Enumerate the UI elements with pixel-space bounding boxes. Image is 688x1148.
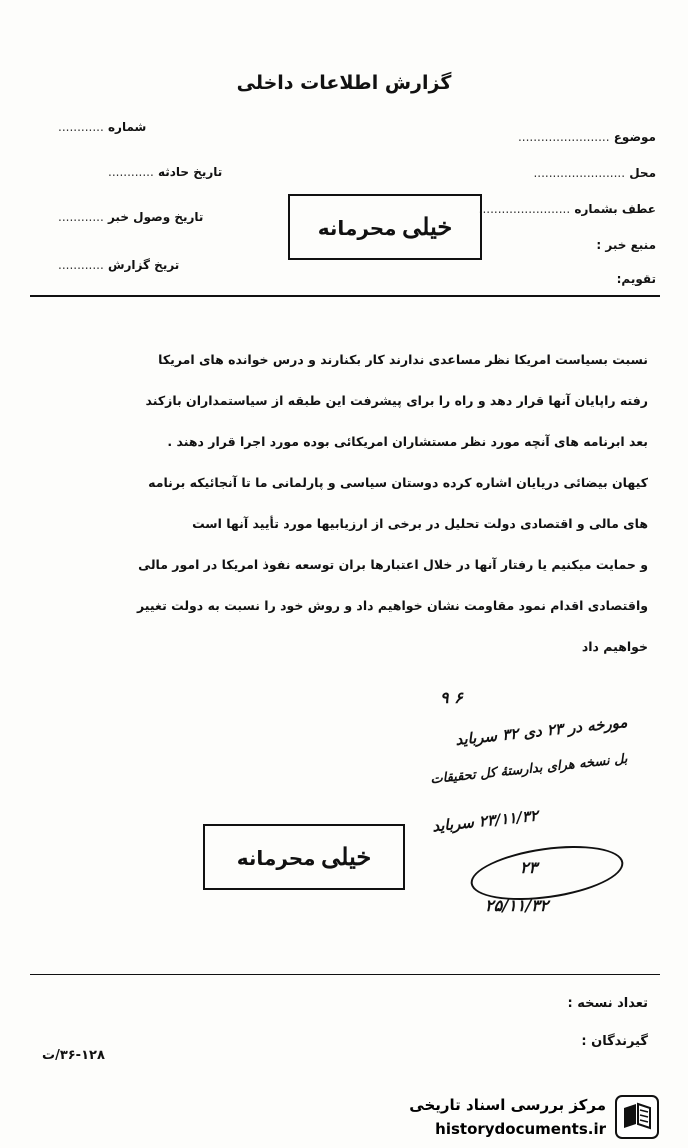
incident-date-label: تاریخ حادثه <box>157 165 223 179</box>
body-line: بعد ابرنامه های آنچه مورد نظر مستشاران امریکائی بوده مورد اجرا قرار دهند . <box>167 434 648 449</box>
source-field <box>596 238 656 252</box>
handwritten-note-line: بل نسخه هرای بدارستهٔ کل تحقیقات <box>429 751 629 788</box>
subject-dots: ........................ <box>517 130 610 144</box>
location-label: محل <box>629 166 656 180</box>
copies-field: تعداد نسخه : <box>567 996 648 1011</box>
top-classification-stamp <box>288 194 482 260</box>
evaluation-field <box>617 272 656 286</box>
body-line: کیهان بیضائی دریایان اشاره کرده دوستان سیاسی و پارلمانی ما تا آنجائیکه برنامه <box>148 475 648 490</box>
handwritten-date: ۲۵/۱۱/۳۲ <box>485 896 549 915</box>
handwritten-note-line: ۲۳/۱۱/۳۲ سرباید <box>431 806 539 836</box>
body-line: واقتصادی اقدام نمود مقاومت نشان خواهیم داد و روش خود را نسبت به دولت تغییر <box>137 598 648 613</box>
bottom-classification-stamp <box>203 824 405 890</box>
handwritten-initials: ۲۳ <box>520 858 538 877</box>
number-dots: ............ <box>58 120 104 134</box>
body-line: های مالی و اقتصادی دولت تحلیل در برخی از ارزیابیها مورد تأیید آنها است <box>192 516 648 531</box>
report-body <box>36 350 648 678</box>
watermark-org-name: مرکز بررسی اسناد تاریخی <box>409 1096 606 1114</box>
location-field <box>533 166 656 180</box>
news-receipt-date-dots: ............ <box>58 210 104 224</box>
body-line: رفته راپایان آنها قرار دهد و راه را برای پیشرفت این طبقه از سیاستمداران بازکند <box>145 393 648 408</box>
reference-dots: ........................ <box>478 202 571 216</box>
body-line: خواهیم داد <box>581 639 648 654</box>
news-receipt-date-field <box>58 210 203 224</box>
handwritten-note-line: مورخه در ۲۳ دی ۳۲ سرباید <box>454 713 629 749</box>
body-line: نسبت بسیاست امریکا نظر مساعدی ندارند کار بکنارند و درس خوانده های امریکا <box>158 352 648 367</box>
source-label: منبع خبر : <box>596 238 656 252</box>
top-stamp-word-small: محرمانه <box>317 216 397 240</box>
watermark-website: historydocuments.ir <box>435 1120 606 1138</box>
reference-field <box>479 202 656 216</box>
report-date-dots: ............ <box>58 258 104 272</box>
report-date-field <box>58 258 179 272</box>
watermark-logo-icon <box>614 1094 660 1140</box>
bottom-stamp-word-big: خیلی <box>321 842 372 871</box>
document-title: گزارش اطلاعات داخلی <box>236 72 452 94</box>
news-receipt-date-label: تاریخ وصول خبر <box>107 210 204 224</box>
number-field <box>58 120 146 134</box>
location-dots: ........................ <box>533 166 626 180</box>
subject-field <box>518 130 656 144</box>
incident-date-dots: ............ <box>108 165 154 179</box>
evaluation-label: تقویم: <box>616 272 656 286</box>
top-stamp-word-big: خیلی <box>402 212 453 241</box>
reference-label: عطف بشماره <box>574 202 656 216</box>
subject-label: موضوع <box>613 130 656 144</box>
header-divider <box>30 295 660 297</box>
body-line: و حمایت میکنیم یا رفتار آنها در خلال اعتبارها بران توسعه نفوذ امریکا در امور مالی <box>138 557 648 572</box>
recipients-field: گیرندگان : <box>581 1034 648 1049</box>
bottom-stamp-word-small: محرمانه <box>236 846 316 870</box>
footer-divider <box>30 974 660 975</box>
report-date-label: تریخ گزارش <box>107 258 180 272</box>
handwritten-note-numbers: ۶ ۹ <box>440 688 463 707</box>
reference-code: ۳۶-۱۲۸/ت <box>42 1048 105 1063</box>
incident-date-field <box>108 165 222 179</box>
number-label: شماره <box>107 120 147 134</box>
